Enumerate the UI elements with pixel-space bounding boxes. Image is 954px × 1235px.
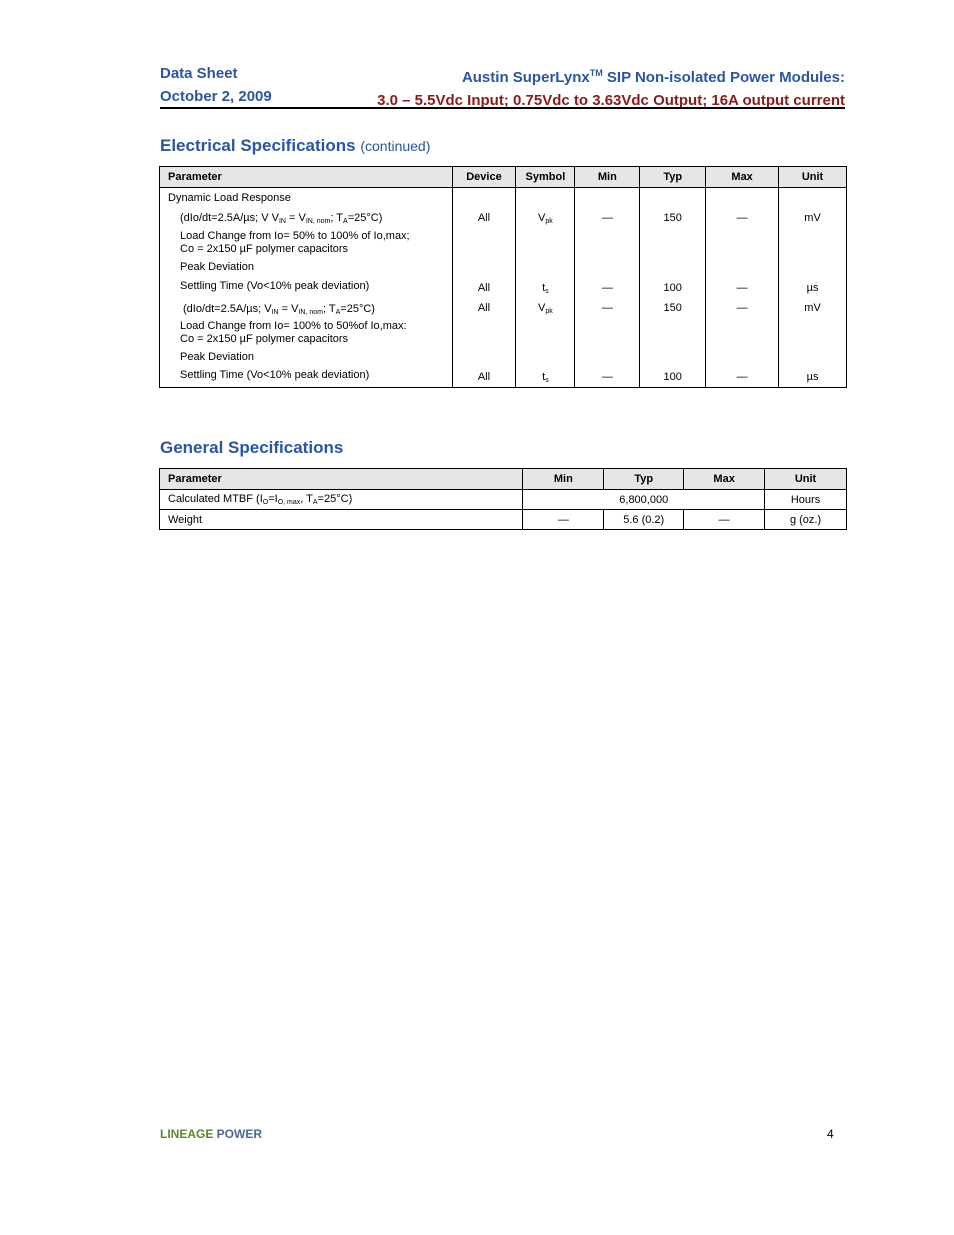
table-row <box>160 188 847 388</box>
load-change-1a: Load Change from Io= 50% to 100% of Io,max; <box>180 230 410 242</box>
mtbf-value: 6,800,000 <box>523 490 765 510</box>
unit-cell: mV µs mV µs <box>779 188 847 388</box>
product-title: Austin SuperLynx™ SIP Non-isolated Power Modules: <box>461 68 845 86</box>
load-change-1b: Co = 2x150 µF polymer capacitors <box>180 243 349 255</box>
dynamic-load-label: Dynamic Load Response <box>168 192 291 204</box>
col-min: Min <box>523 469 604 490</box>
load-change-2a: Load Change from Io= 100% to 50%of Io,max: <box>180 320 407 332</box>
col-max: Max <box>706 167 779 188</box>
product-subtitle: 3.0 – 5.5Vdc Input; 0.75Vdc to 3.63Vdc Output; 16A output current <box>377 92 845 109</box>
header-rule <box>160 107 845 109</box>
col-unit: Unit <box>779 167 847 188</box>
mtbf-label: Calculated MTBF ($I_O=I_{O, max}$, $T_A=25^\circ C$) <box>160 490 523 510</box>
weight-label: Weight <box>160 510 523 530</box>
header-left <box>160 62 272 108</box>
doc-type: Data Sheet <box>160 65 238 82</box>
doc-date: October 2, 2009 <box>160 88 272 105</box>
col-parameter: Parameter <box>160 469 523 490</box>
device-cell: All All All All <box>452 188 516 388</box>
condition-1: (dIo/dt=2.5A/µs; V $V_{IN} = V_{IN, nom}$; $T_A=25^\circ C$) <box>180 212 383 225</box>
col-typ: Typ <box>640 167 706 188</box>
general-title: General Specifications <box>160 438 344 457</box>
col-unit: Unit <box>765 469 847 490</box>
condition-2: (dIo/dt=2.5A/µs; $V_{IN} = V_{IN, nom}$; $T_A=25^\circ C$) <box>183 303 375 316</box>
col-max: Max <box>684 469 765 490</box>
col-device: Device <box>452 167 516 188</box>
weight-min: — <box>523 510 604 530</box>
typ-cell: 150 100 150 100 <box>640 188 706 388</box>
settling-time-2: Settling Time (Vo<10% peak deviation) <box>180 369 370 381</box>
header-right <box>377 62 845 112</box>
peak-deviation-1: Peak Deviation <box>180 261 254 273</box>
footer-brand: LINEAGE POWER <box>160 1127 263 1141</box>
max-cell: — — — — <box>706 188 779 388</box>
table-header-row <box>160 167 847 188</box>
load-change-2b: Co = 2x150 µF polymer capacitors <box>180 333 349 345</box>
col-typ: Typ <box>604 469 684 490</box>
peak-deviation-2: Peak Deviation <box>180 351 254 363</box>
page-number: 4 <box>827 1127 834 1141</box>
trademark: TM <box>589 68 603 78</box>
min-cell: — — — — <box>575 188 640 388</box>
electrical-spec-table <box>159 166 847 388</box>
weight-max: — <box>684 510 765 530</box>
parameter-cell <box>160 188 453 388</box>
col-parameter: Parameter <box>160 167 453 188</box>
settling-time-1: Settling Time (Vo<10% peak deviation) <box>180 280 370 292</box>
col-symbol: Symbol <box>516 167 575 188</box>
mtbf-unit: Hours <box>765 490 847 510</box>
weight-typ: 5.6 (0.2) <box>604 510 684 530</box>
table-row <box>160 490 847 510</box>
symbol-cell: $V_{pk}$ $t_s$ $V_{pk}$ $t_s$ <box>516 188 575 388</box>
general-spec-table <box>159 468 847 530</box>
col-min: Min <box>575 167 640 188</box>
electrical-title: Electrical Specifications (continued) <box>160 136 431 155</box>
table-row <box>160 510 847 530</box>
weight-unit: g (oz.) <box>765 510 847 530</box>
table-header-row <box>160 469 847 490</box>
